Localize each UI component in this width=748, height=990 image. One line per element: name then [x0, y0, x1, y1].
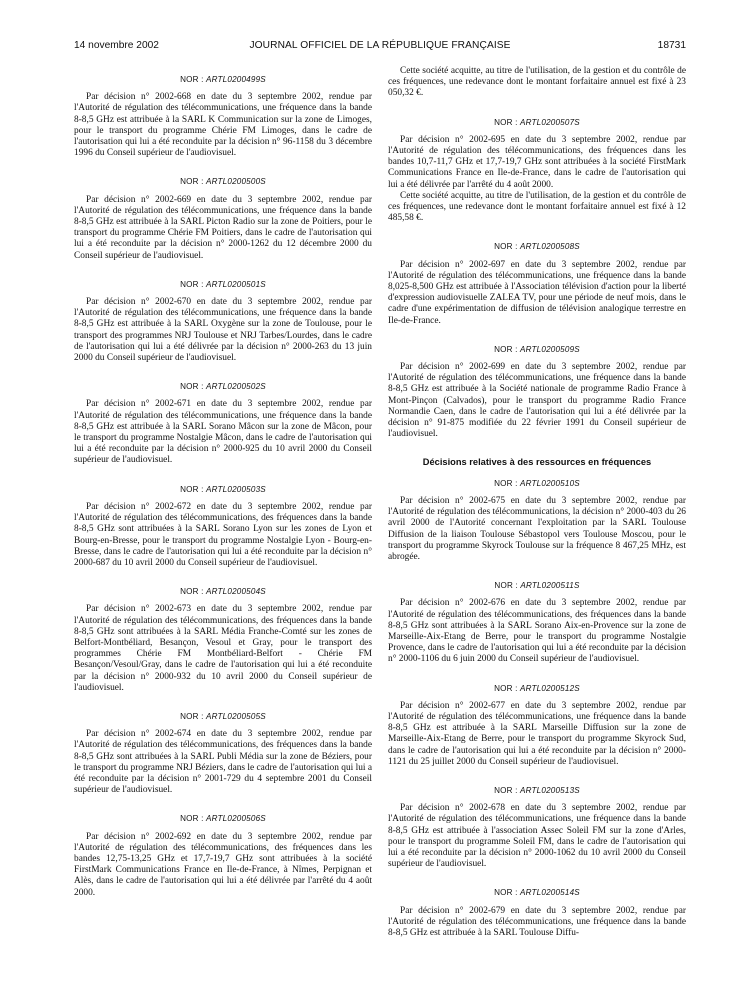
nor-reference: NOR : ARTL0200513S	[494, 785, 580, 795]
right-column	[388, 66, 686, 956]
decision-text: Par décision n° 2002-672 en date du 3 septembre 2002, rendue par l'Autorité de régulation des télécommunications, des fréquences dans la bande 8-8,5 GHz sont attribuées à la SARL Sorano Lyon sur les zones de Lyon et Bourg-en-Bresse, pour le transport du programme Nostalgie Lyon - Bourg-en-Bresse, dans le cadre de l'autorisation qui lui a été reconduite par la décision n° 2000-687 du 10 avril 2000 du Conseil supérieur de l'audiovisuel.	[74, 501, 372, 568]
nor-reference: NOR : ARTL0200514S	[494, 888, 580, 898]
decision-entry	[74, 381, 372, 466]
nor-reference: NOR : ARTL0200501S	[180, 279, 266, 289]
decision-text: Par décision n° 2002-669 en date du 3 septembre 2002, rendue par l'Autorité de régulation des télécommunications, une fréquence dans la bande 8-8,5 GHz est attribuée à la SARL Picton Radio sur la zone de Poitiers, pour le transport du programme Chérie FM Poitiers, dans le cadre de l'autorisation qui lui a été reconduite par la décision n° 2000-1262 du 12 décembre 2000 du Conseil supérieur de l'audiovisuel.	[74, 194, 372, 261]
decision-text: Par décision n° 2002-699 en date du 3 septembre 2002, rendue par l'Autorité de régulation des télécommunications, une fréquence dans la bande 8-8,5 GHz est attribuée à la Société nationale de programme Radio France à Mont-Pinçon (Calvados), pour le transport du programme Radio France Normandie Caen, dans le cadre de l'autorisation qui lui a été délivrée par la décision n° 91-875 modifiée du 22 février 1991 du Conseil supérieur de l'audiovisuel.	[388, 362, 686, 440]
decision-text-extra: Cette société acquitte, au titre de l'utilisation, de la gestion et du contrôle de ces fréquences, une redevance dont le montant forfaitaire annuel est fixé à 12 485,58 €.	[388, 190, 686, 224]
decision-text: Par décision n° 2002-671 en date du 3 septembre 2002, rendue par l'Autorité de régulation des télécommunications, une fréquence dans la bande 8-8,5 GHz est attribuée à la SARL Sorano Mâcon sur la zone de Mâcon, pour le transport du programme Nostalgie Mâcon, dans le cadre de l'autorisation qui lui a été reconduite par la décision n° 2000-925 du 10 avril 2000 du Conseil supérieur de l'audiovisuel.	[74, 399, 372, 466]
decision-entry	[388, 241, 686, 326]
decision-entry	[74, 74, 372, 159]
decision-text: Par décision n° 2002-676 en date du 3 septembre 2002, rendue par l'Autorité de régulation des télécommunications, des fréquences dans la bande 8-8,5 GHz sont attribuées à la SARL Sorano Aix-en-Provence sur la zone de Marseille-Aix-Etang de Berre, pour le transport du programme Nostalgie Provence, dans le cadre de l'autorisation qui lui a été reconduite par la décision n° 2000-1106 du 6 juin 2000 du Conseil supérieur de l'audiovisuel.	[388, 598, 686, 665]
decision-text: Par décision n° 2002-677 en date du 3 septembre 2002, rendue par l'Autorité de régulation des télécommunications, une fréquence dans la bande 8-8,5 GHz est attribuée à la SARL Marseille Diffusion sur la zone de Marseille-Aix-Etang de Berre, pour le transport du programme Skyrock Sud, dans le cadre de l'autorisation qui lui a été reconduite par la décision n° 2000-1121 du 25 juillet 2000 du Conseil supérieur de l'audiovisuel.	[388, 700, 686, 767]
decision-text: Par décision n° 2002-679 en date du 3 septembre 2002, rendue par l'Autorité de régulation des télécommunications, une fréquence dans la bande 8-8,5 GHz est attribuée à la SARL Toulouse Diffu-	[388, 905, 686, 938]
decision-entry	[388, 887, 686, 939]
decision-entry	[74, 813, 372, 898]
decision-entry	[388, 117, 686, 225]
decision-entry	[74, 279, 372, 364]
page-header	[74, 40, 686, 54]
decision-entry	[74, 586, 372, 694]
decision-entry	[388, 344, 686, 441]
page-number: 18731	[657, 40, 686, 51]
nor-reference: NOR : ARTL0200509S	[494, 344, 580, 354]
nor-reference: NOR : ARTL0200512S	[494, 683, 580, 693]
decision-entry	[388, 478, 686, 563]
section-heading: Décisions relatives à des ressources en fréquences	[422, 457, 652, 468]
nor-reference: NOR : ARTL0200507S	[494, 117, 580, 127]
left-column	[74, 74, 372, 916]
decision-text: Par décision n° 2002-692 en date du 3 septembre 2002, rendue par l'Autorité de régulation des télécommunications, des fréquences dans les bandes 12,75-13,25 GHz et 17,7-19,7 GHz sont attribuées à la société FirstMark Communications France en Ile-de-France, à Nîmes, Perpignan et Alès, dans le cadre de l'autorisation qui lui a été délivrée par l'arrêté du 4 août 2000.	[74, 831, 372, 898]
decision-text: Par décision n° 2002-678 en date du 3 septembre 2002, rendue par l'Autorité de régulation des télécommunications, une fréquence dans la bande 8-8,5 GHz est attribuée à l'association Assec Soleil FM sur la zone d'Arles, pour le transport du programme Soleil FM, dans le cadre de l'autorisation qui lui a été reconduite par la décision n° 2000-1062 du 10 avril 2000 du Conseil supérieur de l'audiovisuel.	[388, 803, 686, 870]
decision-text: Par décision n° 2002-697 en date du 3 septembre 2002, rendue par l'Autorité de régulation des télécommunications, une fréquence dans la bande 8,025-8,500 GHz est attribuée à l'Association télévision d'action pour la liberté d'expression audiovisuelle ZALEA TV, pour une période de neuf mois, dans le cadre d'une expérimentation de diffusion de télévision analogique terrestre en Ile-de-France.	[388, 259, 686, 326]
journal-title: JOURNAL OFFICIEL DE LA RÉPUBLIQUE FRANÇAISE	[249, 40, 511, 51]
decision-entry	[388, 580, 686, 665]
decision-entry	[74, 484, 372, 569]
decision-entry	[74, 711, 372, 796]
nor-reference: NOR : ARTL0200505S	[180, 711, 266, 721]
decision-text: Par décision n° 2002-674 en date du 3 septembre 2002, rendue par l'Autorité de régulation des télécommunications, des fréquences dans la bande 8-8,5 GHz sont attribuées à la SARL Publi Média sur la zone de Béziers, pour le transport du programme NRJ Béziers, dans le cadre de l'autorisation qui lui a été reconduite par la décision n° 2001-729 du 4 septembre 2001 du Conseil supérieur de l'audiovisuel.	[74, 729, 372, 796]
decision-entry	[388, 785, 686, 870]
nor-reference: NOR : ARTL0200511S	[494, 581, 580, 591]
decision-entry	[388, 683, 686, 768]
decision-text: Par décision n° 2002-675 en date du 3 septembre 2002, rendue par l'Autorité de régulation des télécommunications, la décision n° 2000-403 du 26 avril 2000 de l'Autorité concernant l'exploitation par la SARL Toulouse Diffusion de la liaison Toulouse Sébastopol vers Toulouse Moscou, pour le transport du programme Skyrock Toulouse sur la fréquence 8 467,25 MHz, est abrogée.	[388, 495, 686, 562]
decision-entry	[74, 176, 372, 261]
decision-text: Par décision n° 2002-673 en date du 3 septembre 2002, rendue par l'Autorité de régulation des télécommunications, des fréquences dans la bande 8-8,5 GHz sont attribuées à la SARL Média Franche-Comté sur les zones de Belfort-Montbéliard, Besançon, Vesoul et Gray, pour le transport des programmes Chérie FM Montbéliard-Belfort - Chérie FM Besançon/Vesoul/Gray, dans le cadre de l'autorisation qui lui a été reconduite par la décision n° 2000-932 du 10 avril 2000 du Conseil supérieur de l'audiovisuel.	[74, 604, 372, 693]
nor-reference: NOR : ARTL0200506S	[180, 814, 266, 824]
nor-reference: NOR : ARTL0200499S	[180, 75, 266, 84]
continuation-block	[388, 66, 686, 100]
decision-text: Par décision n° 2002-695 en date du 3 septembre 2002, rendue par l'Autorité de régulation des télécommunications, des fréquences dans les bandes 10,7-11,7 GHz et 17,7-19,7 GHz sont attribuées à la société FirstMark Communications France en Ile-de-France, dans le cadre de l'autorisation qui lui a été délivrée par l'arrêté du 4 août 2000.	[388, 134, 686, 190]
nor-reference: NOR : ARTL0200504S	[180, 587, 266, 597]
nor-reference: NOR : ARTL0200503S	[180, 484, 266, 494]
nor-reference: NOR : ARTL0200510S	[494, 478, 580, 488]
continuation-text: Cette société acquitte, au titre de l'utilisation, de la gestion et du contrôle de ces fréquences, une redevance dont le montant forfaitaire annuel est fixé à 23 050,32 €.	[388, 66, 686, 99]
header-date: 14 novembre 2002	[74, 40, 159, 51]
decision-text: Par décision n° 2002-668 en date du 3 septembre 2002, rendue par l'Autorité de régulation des télécommunications, une fréquence dans la bande 8-8,5 GHz est attribuée à la SARL K Communication sur la zone de Limoges, pour le transport du programme Chérie FM Limoges, dans le cadre de l'autorisation qui lui a été reconduite par la décision n° 96-1158 du 3 décembre 1996 du Conseil supérieur de l'audiovisuel.	[74, 92, 372, 159]
nor-reference: NOR : ARTL0200500S	[180, 177, 266, 187]
nor-reference: NOR : ARTL0200502S	[180, 382, 266, 392]
nor-reference: NOR : ARTL0200508S	[494, 242, 580, 252]
decision-text: Par décision n° 2002-670 en date du 3 septembre 2002, rendue par l'Autorité de régulation des télécommunications, une fréquence dans la bande 8-8,5 GHz est attribuée à la SARL Oxygène sur la zone de Toulouse, pour le transport des programmes NRJ Toulouse et NRJ Tarbes/Lourdes, dans le cadre de l'autorisation qui lui a été délivrée par la décision n° 2000-263 du 13 juin 2000 du Conseil supérieur de l'audiovisuel.	[74, 297, 372, 364]
